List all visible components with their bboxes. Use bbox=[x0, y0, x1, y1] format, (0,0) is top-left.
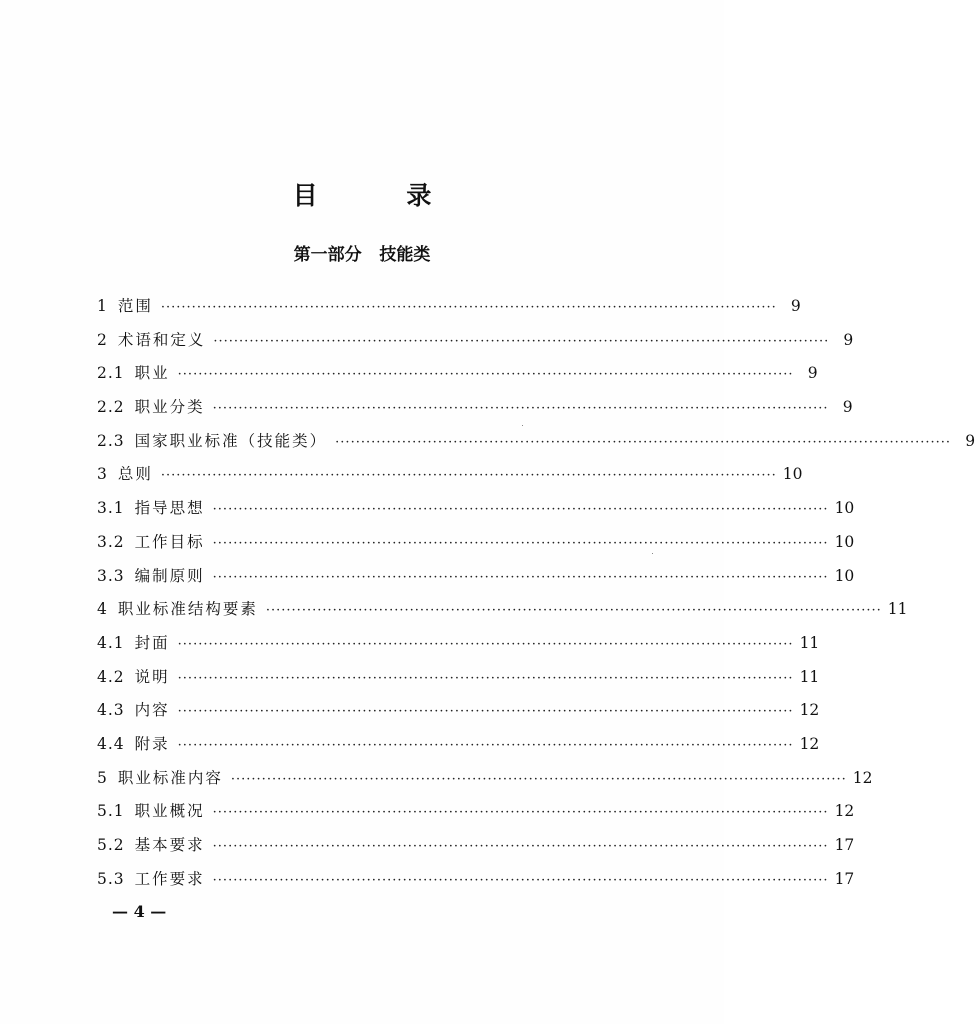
toc-entry bbox=[97, 627, 820, 661]
toc-entry bbox=[97, 795, 855, 829]
toc-entry bbox=[97, 526, 855, 560]
toc-entry-title: 职业分类 bbox=[134, 398, 205, 417]
toc-leader-dots: ························································································································ bbox=[177, 670, 794, 686]
toc-entry-page: 11 bbox=[887, 600, 908, 619]
toc-entry-number: 4.2 bbox=[97, 667, 125, 686]
toc-entry bbox=[97, 458, 803, 492]
toc-leader-dots: ························································································································ bbox=[212, 502, 829, 518]
toc-entry-title: 基本要求 bbox=[134, 836, 205, 854]
toc-leader-dots: ························································································································ bbox=[160, 468, 777, 484]
toc-entry-title: 内容 bbox=[134, 701, 170, 720]
toc-entry-number: 5.2 bbox=[97, 836, 125, 854]
toc-entry-title: 工作目标 bbox=[134, 532, 205, 551]
toc-entry-number: 3.2 bbox=[97, 532, 125, 551]
toc-entry-number: 3.3 bbox=[97, 566, 125, 585]
toc-entry-page: 9 bbox=[842, 398, 853, 417]
toc-entry-title: 术语和定义 bbox=[117, 330, 206, 349]
toc-leader-dots: ························································································································ bbox=[212, 401, 829, 417]
toc-entry bbox=[97, 863, 855, 897]
toc-entry-title: 封面 bbox=[134, 633, 170, 652]
toc-entry-number: 4 bbox=[97, 600, 108, 619]
toc-entry-title: 指导思想 bbox=[134, 499, 205, 518]
page-title: 目 录 bbox=[292, 181, 472, 210]
toc-entry-title: 职业标准内容 bbox=[117, 768, 223, 787]
scan-speck bbox=[652, 553, 653, 554]
toc-entry-title: 附录 bbox=[134, 734, 170, 753]
toc-entry bbox=[97, 425, 975, 459]
toc-entry bbox=[97, 762, 873, 796]
toc-entry bbox=[97, 661, 820, 695]
toc-entry-number: 5.1 bbox=[97, 802, 125, 821]
toc-entry-number: 4.4 bbox=[97, 734, 125, 753]
toc-entry-title: 范围 bbox=[117, 297, 153, 315]
toc-entry bbox=[97, 324, 854, 358]
toc-entry-title: 职业概况 bbox=[134, 802, 205, 821]
toc-entry-number: 1 bbox=[97, 297, 108, 315]
toc-entry-page: 12 bbox=[852, 768, 873, 787]
scan-speck bbox=[522, 425, 523, 426]
page-number: — 4 — bbox=[112, 902, 167, 921]
toc-entry-page: 12 bbox=[834, 802, 855, 821]
toc-entry-title: 说明 bbox=[134, 667, 170, 686]
toc-entry-page: 10 bbox=[834, 532, 855, 551]
toc-entry bbox=[97, 290, 801, 324]
toc-entry-title: 国家职业标准（技能类） bbox=[134, 431, 328, 450]
toc-entry-page: 17 bbox=[834, 869, 855, 888]
toc-entry-number: 3 bbox=[97, 465, 108, 484]
toc-entry bbox=[97, 391, 853, 425]
toc-leader-dots: ························································································································ bbox=[177, 636, 794, 652]
toc-entry-page: 12 bbox=[799, 734, 820, 753]
toc-entry bbox=[97, 829, 855, 863]
toc-leader-dots: ························································································································ bbox=[177, 737, 794, 753]
toc-entry-title: 总则 bbox=[117, 465, 153, 484]
toc-entry-title: 职业 bbox=[134, 364, 170, 383]
toc-leader-dots: ························································································································ bbox=[230, 771, 847, 787]
toc-entry-number: 2 bbox=[97, 330, 108, 349]
toc-entry-page: 11 bbox=[799, 667, 820, 686]
toc-entry-title: 职业标准结构要素 bbox=[117, 600, 258, 619]
toc-leader-dots: ························································································································ bbox=[212, 535, 829, 551]
toc-entry-page: 9 bbox=[965, 431, 975, 450]
toc-entry bbox=[97, 560, 855, 594]
toc-leader-dots: ························································································································ bbox=[335, 434, 952, 450]
toc-entry-page: 10 bbox=[834, 566, 855, 585]
toc-entry-title: 编制原则 bbox=[134, 566, 205, 585]
toc-leader-dots: ························································································································ bbox=[212, 805, 829, 821]
toc-entry-page: 11 bbox=[799, 633, 820, 652]
toc-entry-page: 9 bbox=[790, 297, 801, 315]
toc-entry-number: 5 bbox=[97, 768, 108, 787]
toc-leader-dots: ························································································································ bbox=[212, 569, 829, 585]
toc-entry-number: 4.3 bbox=[97, 701, 125, 720]
toc-entry-number: 4.1 bbox=[97, 633, 125, 652]
toc-entry-page: 10 bbox=[782, 465, 803, 484]
toc-entry-page: 9 bbox=[807, 364, 818, 383]
toc-entry-number: 2.1 bbox=[97, 364, 125, 383]
toc-entry bbox=[97, 728, 820, 762]
toc-leader-dots: ························································································································ bbox=[177, 367, 794, 383]
toc-entry bbox=[97, 593, 908, 627]
toc-entry-page: 10 bbox=[834, 499, 855, 518]
table-of-contents bbox=[97, 290, 975, 896]
toc-entry-title: 工作要求 bbox=[134, 869, 205, 888]
toc-entry-number: 2.2 bbox=[97, 398, 125, 417]
toc-leader-dots: ························································································································ bbox=[265, 603, 882, 619]
toc-leader-dots: ························································································································ bbox=[177, 704, 794, 720]
toc-entry-number: 5.3 bbox=[97, 869, 125, 888]
toc-entry-page: 17 bbox=[834, 836, 855, 854]
toc-entry-page: 9 bbox=[843, 330, 854, 349]
toc-entry-number: 2.3 bbox=[97, 431, 125, 450]
toc-entry-number: 3.1 bbox=[97, 499, 125, 518]
toc-leader-dots: ························································································································ bbox=[212, 839, 829, 854]
toc-leader-dots: ························································································································ bbox=[212, 872, 829, 888]
toc-entry-page: 12 bbox=[799, 701, 820, 720]
toc-entry bbox=[97, 694, 820, 728]
section-subtitle: 第一部分 技能类 bbox=[293, 245, 431, 265]
toc-leader-dots: ························································································································ bbox=[213, 333, 830, 349]
toc-leader-dots: ························································································································ bbox=[160, 300, 777, 315]
toc-entry bbox=[97, 357, 818, 391]
toc-entry bbox=[97, 492, 855, 526]
